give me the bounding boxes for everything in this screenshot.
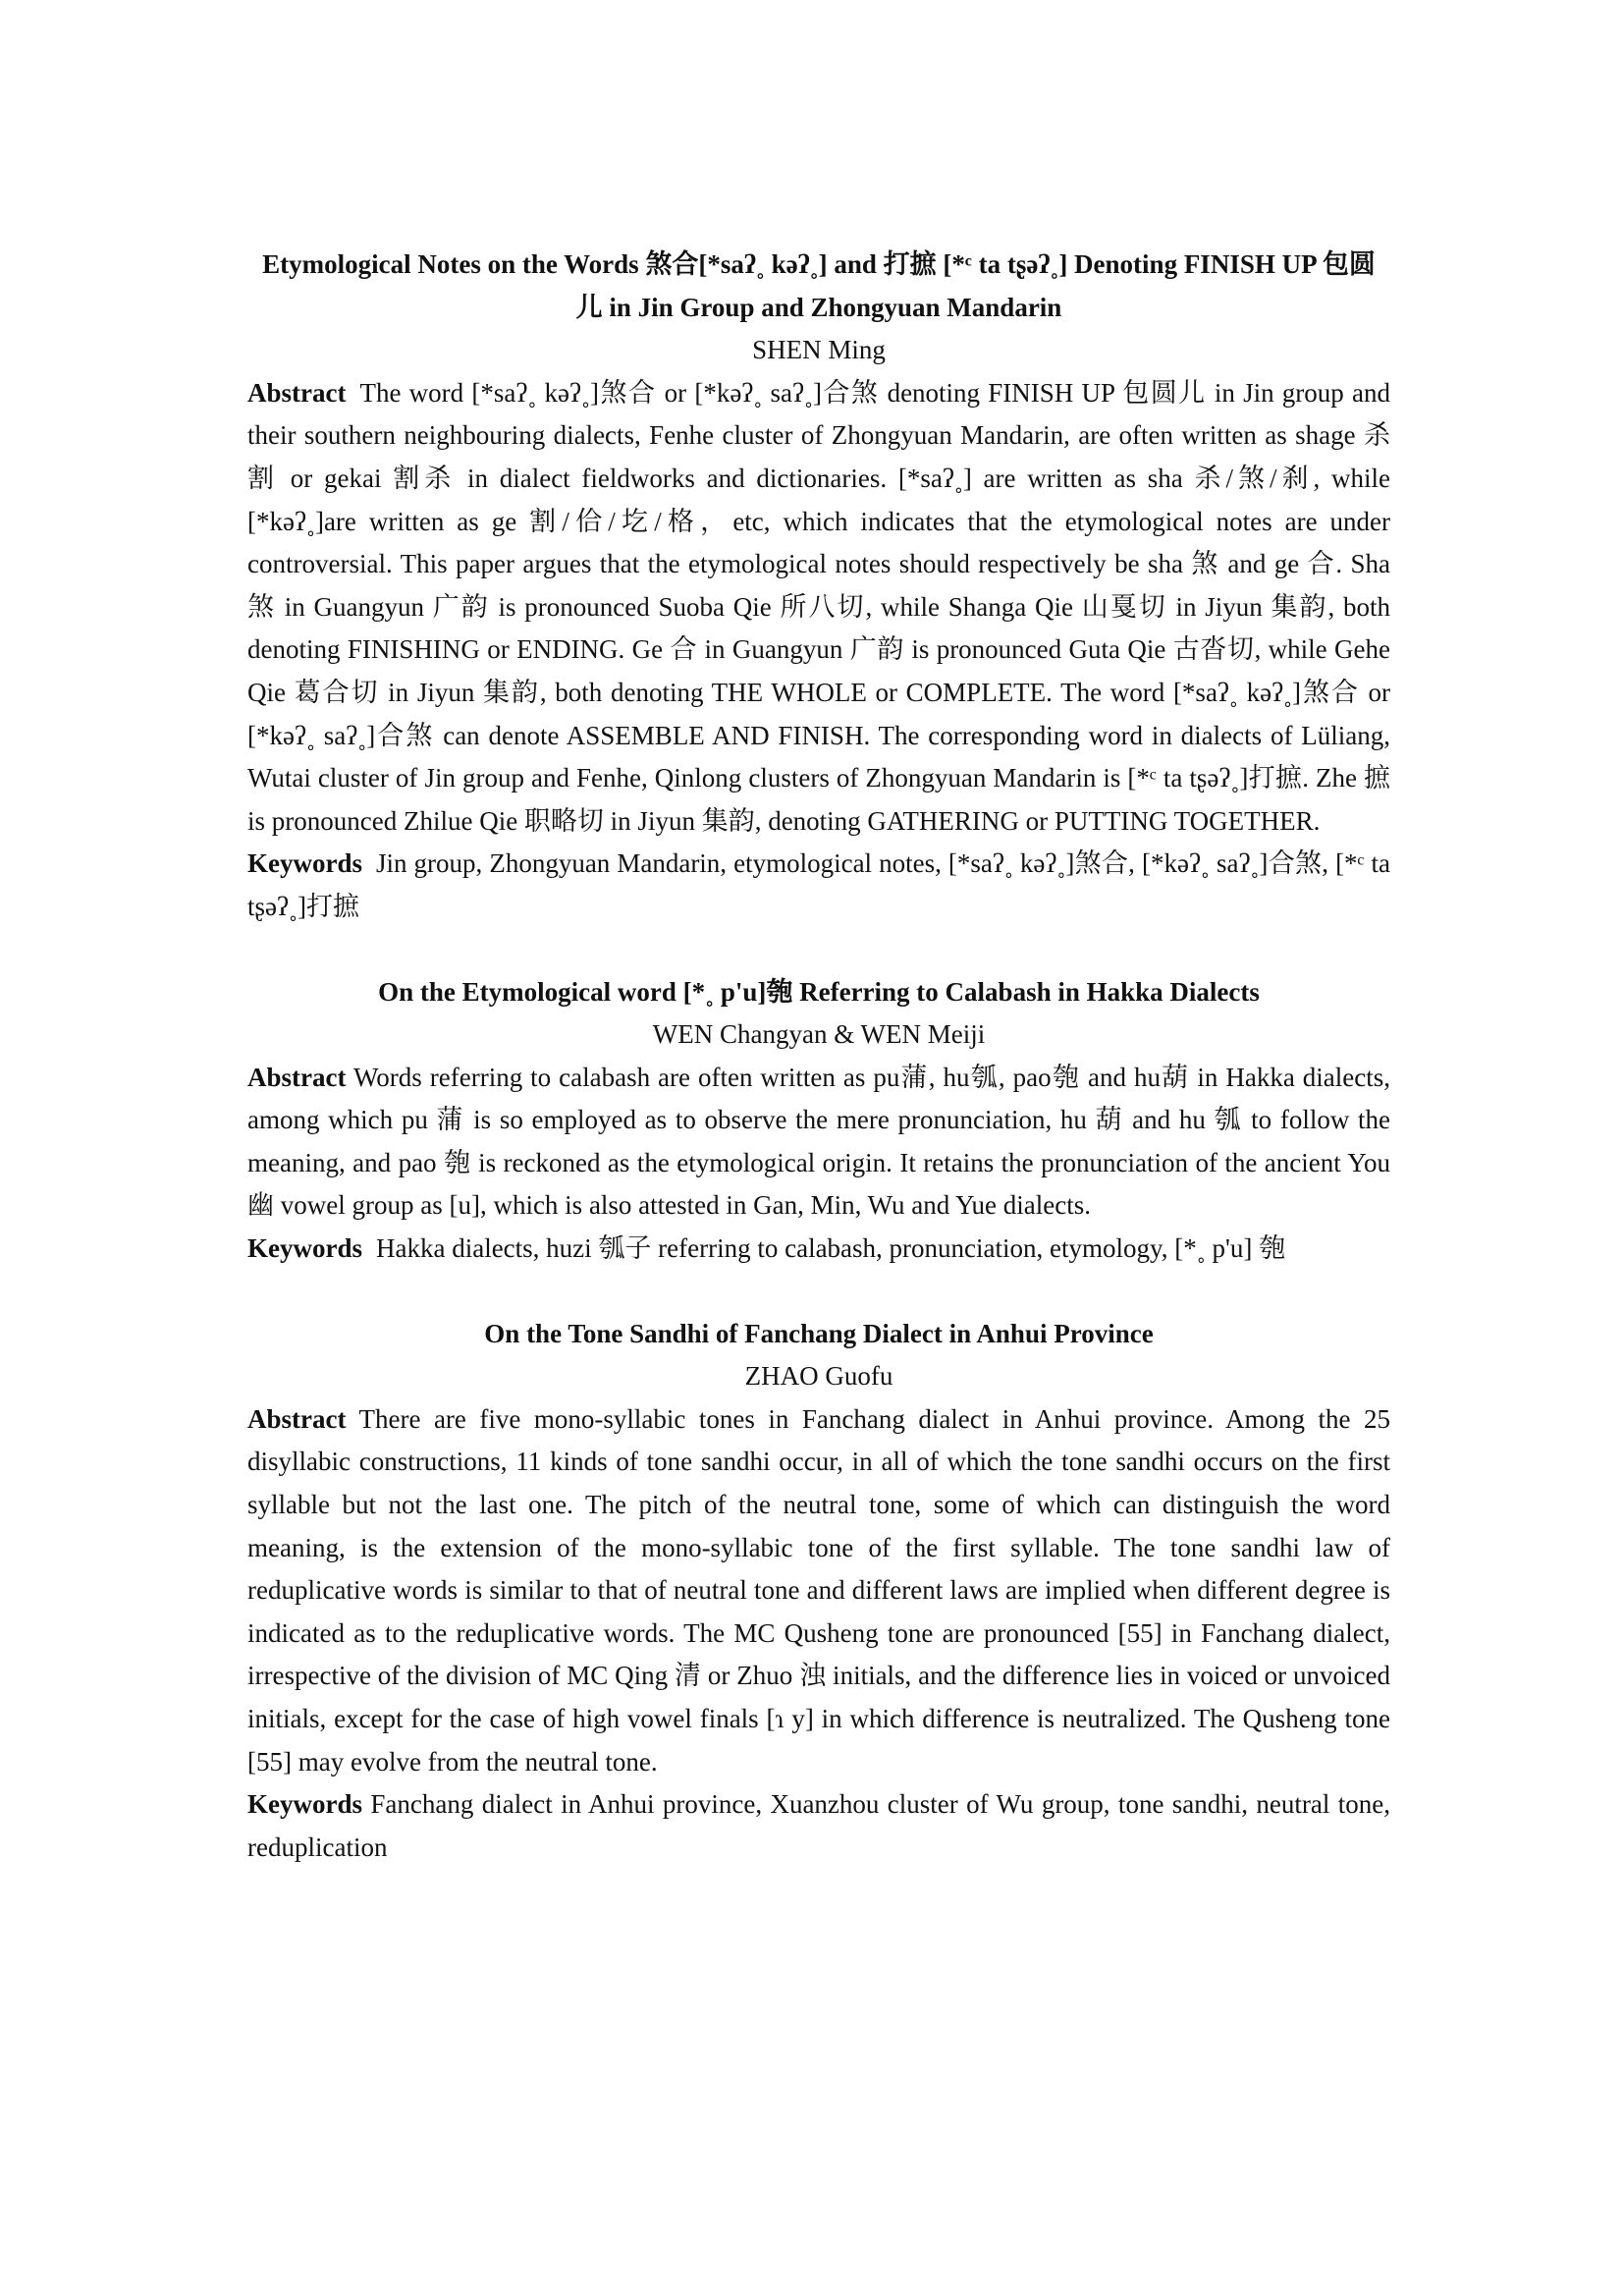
abstract-label: Abstract <box>247 1062 347 1092</box>
abstract-text: Words referring to calabash are often written as pu蒲, hu瓠, pao匏 and hu葫 in Hakka dialects, among which pu 蒲 is so employed as to observe the mere pronunciation, hu 葫 and hu 瓠 to follow the meaning, and pao 匏 is reckoned as the etymological origin. It retains the pronunciation of the ancient You 幽 vowel group as [u], which is also attested in Gan, Min, Wu and Yue dialects. <box>247 1062 1390 1221</box>
keywords-label: Keywords <box>247 1789 362 1820</box>
document-page <box>247 244 1390 1869</box>
keywords <box>247 1783 1390 1869</box>
keywords-text: Jin group, Zhongyuan Mandarin, etymological notes, [*saʔ˳ kəʔ˳]煞合, [*kəʔ˳ saʔ˳]合煞, [*ᶜ ta tʂəʔ˳]打摭 <box>247 848 1390 921</box>
article-title: Etymological Notes on the Words 煞合[*saʔ˳ kəʔ˳] and 打摭 [*ᶜ ta tʂəʔ˳] Denoting FINISH UP 包圆儿 in Jin Group and Zhongyuan Mandarin <box>262 249 1376 322</box>
abstract-text: There are five mono-syllabic tones in Fanchang dialect in Anhui province. Among the 25 disyllabic constructions, 11 kinds of tone sandhi occur, in all of which the tone sandhi occurs on the first syllable but not the last one. The pitch of the neutral tone, some of which can distinguish the word meaning, is the extension of the mono-syllabic tone of the first syllable. The tone sandhi law of reduplicative words is similar to that of neutral tone and different laws are implied when different degree is indicated as to the reduplicative words. The MC Qusheng tone are pronounced [55] in Fanchang dialect, irrespective of the division of MC Qing 清 or Zhuo 浊 initials, and the difference lies in voiced or unvoiced initials, except for the case of high vowel finals [ɿ y] in which difference is neutralized. The Qusheng tone [55] may evolve from the neutral tone. <box>247 1403 1390 1777</box>
keywords-text: Hakka dialects, huzi 瓠子 referring to calabash, pronunciation, etymology, [*˳ p'u] 匏 <box>376 1233 1286 1264</box>
article-author: WEN Changyan & WEN Meiji <box>652 1019 986 1050</box>
article-author: ZHAO Guofu <box>744 1361 893 1392</box>
article-3 <box>247 1313 1390 1870</box>
abstract <box>247 372 1390 844</box>
keywords <box>247 1228 1390 1271</box>
abstract <box>247 1057 1390 1228</box>
keywords-label: Keywords <box>247 1233 362 1264</box>
abstract-label: Abstract <box>247 1403 347 1434</box>
article-author: SHEN Ming <box>752 335 886 365</box>
keywords-label: Keywords <box>247 848 362 879</box>
article-2 <box>247 971 1390 1271</box>
keywords-text: Fanchang dialect in Anhui province, Xuanzhou cluster of Wu group, tone sandhi, neutral tone, reduplication <box>247 1789 1391 1862</box>
article-1 <box>247 244 1390 929</box>
article-title: On the Tone Sandhi of Fanchang Dialect in Anhui Province <box>484 1318 1154 1348</box>
article-title: On the Etymological word [*˳ p'u]匏 Referring to Calabash in Hakka Dialects <box>378 976 1260 1007</box>
keywords <box>247 843 1390 928</box>
abstract <box>247 1398 1390 1783</box>
abstract-text: The word [*saʔ˳ kəʔ˳]煞合 or [*kəʔ˳ saʔ˳]合煞 denoting FINISH UP 包圆儿 in Jin group and their southern neighbouring dialects, Fenhe cluster of Zhongyuan Mandarin, are often written as shage 杀割 or gekai 割杀 in dialect fieldworks and dictionaries. [*saʔ˳] are written as sha 杀/煞/刹, while [*kəʔ˳]are written as ge 割/佮/圪/格，etc, which indicates that the etymological notes are under controversial. This paper argues that the etymological notes should respectively be sha 煞 and ge 合. Sha 煞 in Guangyun 广韵 is pronounced Suoba Qie 所八切, while Shanga Qie 山戛切 in Jiyun 集韵, both denoting FINISHING or ENDING. Ge 合 in Guangyun 广韵 is pronounced Guta Qie 古沓切, while Gehe Qie 葛合切 in Jiyun 集韵, both denoting THE WHOLE or COMPLETE. The word [*saʔ˳ kəʔ˳]煞合 or [*kəʔ˳ saʔ˳]合煞 can denote ASSEMBLE AND FINISH. The corresponding word in dialects of Lüliang, Wutai cluster of Jin group and Fenhe, Qinlong clusters of Zhongyuan Mandarin is [*ᶜ ta tʂəʔ˳]打摭. Zhe 摭 is pronounced Zhilue Qie 职略切 in Jiyun 集韵, denoting GATHERING or PUTTING TOGETHER. <box>247 377 1390 836</box>
abstract-label: Abstract <box>247 377 347 408</box>
